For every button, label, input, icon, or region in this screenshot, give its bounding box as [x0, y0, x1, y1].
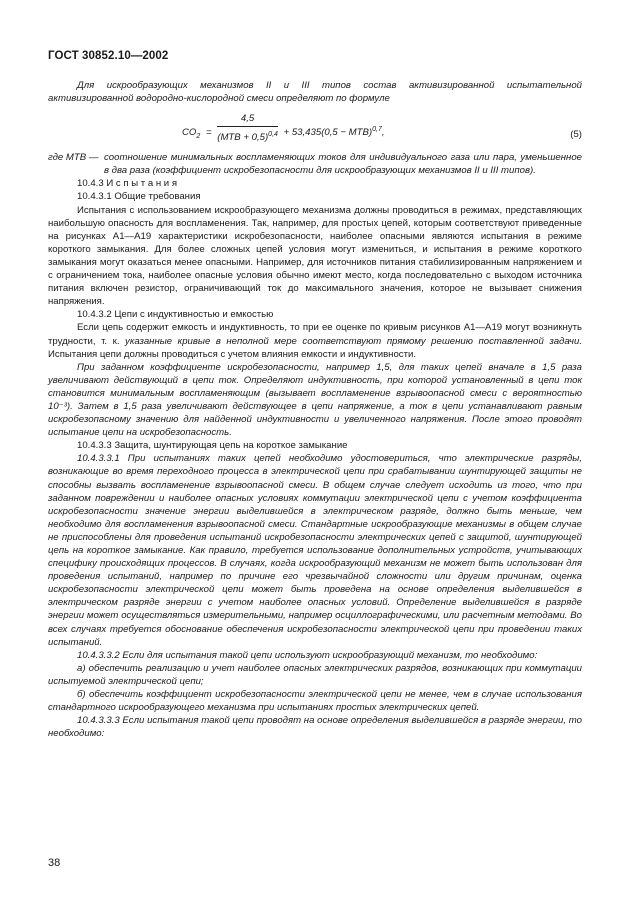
where-clause	[48, 151, 582, 177]
paragraph-inductance-capacitance: Если цепь содержит емкость и индуктивность, то при ее оценке по кривым рисунков А1—А19 могут возникнуть трудности, т. к. указанные кривые в неполной мере соответствуют прямому решению поставленной задачи. Испытания цепи должны проводиться с учетом влияния емкости и индуктивности.	[48, 322, 582, 360]
formula-rest: + 53,435(0,5 − MTB)$^{0,7}$,	[283, 125, 385, 138]
where-definition: соотношение минимальных воспламеняющих токов для индивидуального газа или пара, уменьшенное в два раза (коэффициент искробезопасности для искрообразующих механизмов II и III типов).	[104, 152, 582, 177]
section-10-4-3-1-heading: 10.4.3.1 Общие требования	[77, 191, 201, 203]
section-10-4-3-heading: 10.4.3 И с п ы т а н и я	[77, 178, 178, 190]
document-body	[48, 79, 582, 740]
formula-numerator: 4,5	[217, 112, 278, 127]
formula-number: (5)	[570, 129, 582, 141]
formula-5	[48, 111, 582, 149]
formula-expression	[182, 113, 385, 144]
paragraph-10-4-3-3-2: 10.4.3.3.2 Если для испытания такой цепи используют искрообразующий механизм, то необходимо:	[77, 649, 538, 661]
list-item-a: а) обеспечить реализацию и учет наиболее опасных электрических разрядов, возникающих при коммутации испытуемой электрической цепи;	[48, 662, 582, 687]
page-number: 38	[48, 857, 61, 869]
paragraph-10-4-3-3-1: 10.4.3.3.1 При испытаниях таких цепей необходимо удостовериться, что электрические разряды, возникающие во время переходного процесса в электрической цепи при срабатывании шунтирующей защиты не способны вызвать воспламенение взрывоопасной смеси. В общем случае следует исходить из того, что при заданном повреждении и наиболее опасных условиях коммутации электрической цепи с учетом коэффициента искробезопасности значение энергии выделившейся в электрическом разряде, должно быть меньше, чем необходимо для воспламенения взрывоопасной смеси. Стандартные искрообразующие механизмы в общем случае не приспособлены для проведения испытаний искробезопасности электрических цепей с защитой, шунтирующей цепь на короткое замыкание. Как правило, требуется использование дополнительных устройств, учитывающих специфику происходящих процессов. В случаях, когда искрообразующий механизм не может быть использован для проведения испытаний, например по причине его чрезвычайной сложности или другим причинам, оценка искробезопасности электрической цепи может быть проведена на основе определения выделившейся в электрическом разряде энергии с учетом наиболее опасных условий. Определение выделившейся в разряде энергии может осуществляться измерительными, например осциллографическими, или расчетным методами. Во всех случаях требуется обоснование обеспечения искробезопасности электрической цепи при проведении таких испытаний.	[48, 453, 582, 648]
document-header: ГОСТ 30852.10—2002	[48, 50, 169, 62]
formula-lhs: $CO_2$	[182, 126, 201, 140]
list-item-b: б) обеспечить коэффициент искробезопасности электрической цепи не менее, чем в случае использования стандартного искрообразующего механизма при испытаниях простых электрических цепей.	[48, 689, 582, 714]
intro-paragraph: Для искрообразующих механизмов II и III типов состав активизированной испытательной активизированной водородно-кислородной смеси определяют по формуле	[48, 80, 582, 105]
paragraph-10-4-3-3-3: 10.4.3.3.3 Если испытания такой цепи проводят на основе определения выделившейся в разряде энергии, то необходимо:	[48, 715, 582, 740]
formula-denominator: (MTB + 0,5)$^{0,4}$	[217, 131, 278, 144]
formula-fraction	[217, 112, 278, 144]
paragraph-safety-factor: При заданном коэффициенте искробезопасности, например 1,5, для таких цепей вначале в 1,5 раза увеличивают действующий в цепи ток. Определяют индуктивность, при которой установленный в цепи ток становится минимальным воспламеняющим (вызывает воспламенение взрывоопасной смеси с вероятностью 10⁻³). Затем в 1,5 раза увеличивают действующее в цепи напряжение, а ток в цепи устанавливают равным искробезопасному значению для найденной индуктивности и увеличенного напряжения. После этого проводят испытание цепи на искробезопасность.	[48, 361, 582, 439]
paragraph-general-requirements: Испытания с использованием искрообразующего механизма должны проводиться в режимах, представляющих наибольшую опасность для воспламенения. Так, например, для простых цепей, которым соответствуют приведенные на рисунках А1—А19 характеристики искробезопасности, наиболее опасными являются испытания в режиме короткого замыкания. Для более сложных цепей условия могут измениться, и испытания в режиме короткого замыкания могут оказаться менее опасными. Например, для источников питания стабилизированным напряжением и с ограничением тока, наиболее опасные условия обычно имеют место, когда последовательно с выходом источника питания включен резистор, ограничивающий ток до максимального значения, которое не вызывает снижения напряжения.	[48, 204, 582, 308]
section-10-4-3-2-heading: 10.4.3.2 Цепи с индуктивностью и емкостью	[77, 309, 274, 321]
formula-equals: =	[205, 126, 212, 138]
section-10-4-3-3-heading: 10.4.3.3 Защита, шунтирующая цепь на короткое замыкание	[77, 440, 348, 452]
where-term: где МТВ —	[48, 152, 99, 164]
